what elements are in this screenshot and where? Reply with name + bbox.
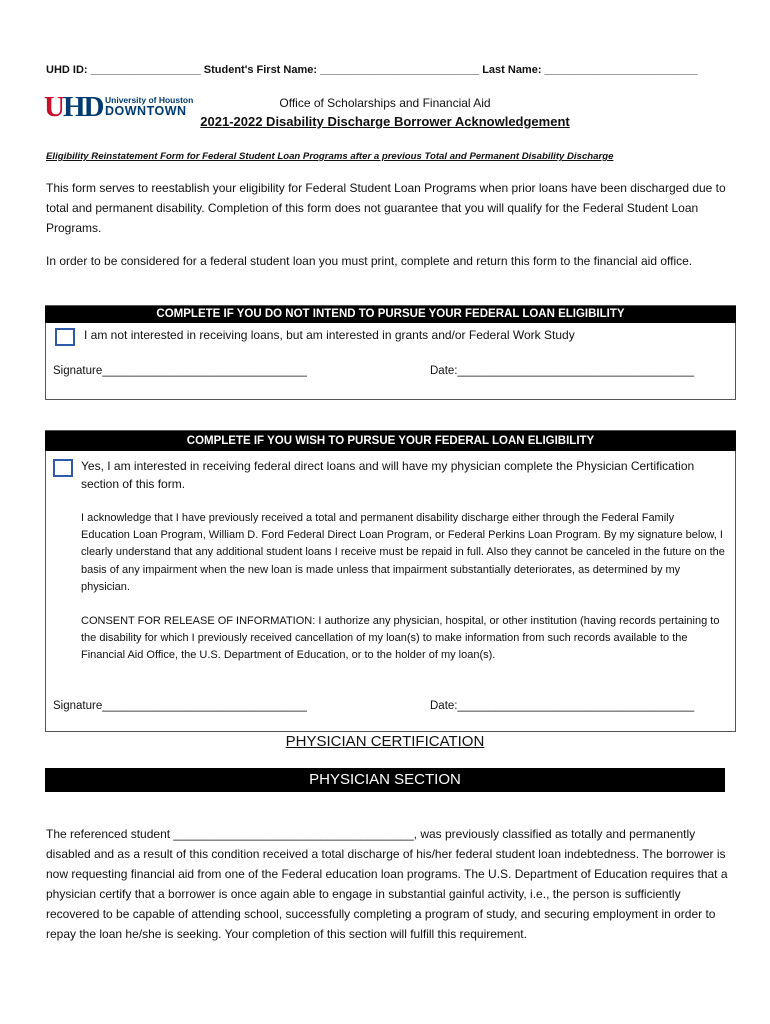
form-subtitle: Eligibility Reinstatement Form for Federal Student Loan Programs after a previous Total and Permanent Disability Discharge (46, 151, 614, 162)
no-loan-signature-line[interactable]: Signature________________________________ (53, 365, 307, 377)
logo-university-text: University of Houston (105, 95, 194, 105)
office-name: Office of Scholarships and Financial Aid (279, 96, 491, 110)
form-title: 2021-2022 Disability Discharge Borrower Acknowledgement (200, 114, 570, 129)
no-loan-option-label: I am not interested in receiving loans, but am interested in grants and/or Federal Work Study (84, 328, 575, 342)
consent-text: CONSENT FOR RELEASE OF INFORMATION: I authorize any physician, hospital, or other institution (having records pertaining to the disability for which I previously received cancellation of my loan(s) to make information from such records available to the Financial Aid Office, the U.S. Department of Education, or to the holder of my loan(s). (81, 615, 720, 662)
no-loan-section-heading: COMPLETE IF YOU DO NOT INTEND TO PURSUE YOUR FEDERAL LOAN ELIGIBILITY (45, 306, 736, 323)
physician-certification-title: PHYSICIAN CERTIFICATION (285, 733, 485, 750)
student-id-name-line[interactable]: UHD ID: __________________ Student's First Name: __________________________ Last Name: _________________________ (46, 64, 698, 76)
intro-paragraph: This form serves to reestablish your eligibility for Federal Student Loan Programs when prior loans have been discharged due to total and permanent disability. Completion of this form does not guarantee that you will qualify for the Federal Student Loan Programs. (46, 181, 726, 235)
logo-campus-text: DOWNTOWN (105, 104, 187, 118)
pursue-loan-date-line[interactable]: Date:_____________________________________ (430, 700, 695, 712)
no-loan-checkbox[interactable] (55, 328, 75, 346)
acknowledgement-text: I acknowledge that I have previously received a total and permanent disability discharge either through the Federal Family Education Loan Program, William D. Ford Federal Direct Loan Program, or Federal Perkins Loan Program. By my signature below, I clearly understand that any additional student loans I receive must be repaid in full. Also they cannot be canceled in the future on the basis of any impairment when the new loan is made unless that impairment substantially deteriorates, as determined by my physician. (81, 512, 725, 593)
physician-section-text: The referenced student ____________________________________, was previously classified as totally and permanently disabled and as a result of this condition received a total discharge of his/her federal student loan indebtedness. The borrower is now requesting financial aid from one of the Federal education loan programs. The U.S. Department of Education requires that a physician certify that a borrower is once again able to engage in substantial gainful activity, i.e., the person is sufficiently recovered to be capable of attending school, successfully completing a program of study, and securing employment in order to repay the loan he/she is seeking. Your completion of this section will fulfill this requirement. (46, 827, 728, 941)
physician-section-heading: PHYSICIAN SECTION (45, 768, 725, 792)
uhd-logo-mark: UHD (44, 91, 103, 123)
no-loan-section (45, 305, 736, 400)
pursue-loan-option-label: Yes, I am interested in receiving federal direct loans and will have my physician complete the Physician Certification section of this form. (81, 459, 695, 491)
pursue-loan-section-heading: COMPLETE IF YOU WISH TO PURSUE YOUR FEDERAL LOAN ELIGIBILITY (45, 431, 736, 451)
pursue-loan-signature-line[interactable]: Signature________________________________ (53, 700, 307, 712)
pursue-loan-section (45, 430, 736, 732)
pursue-loan-checkbox[interactable] (53, 459, 73, 477)
instructions-paragraph: In order to be considered for a federal student loan you must print, complete and return this form to the financial aid office. (46, 254, 693, 268)
no-loan-date-line[interactable]: Date:_____________________________________ (430, 365, 695, 377)
